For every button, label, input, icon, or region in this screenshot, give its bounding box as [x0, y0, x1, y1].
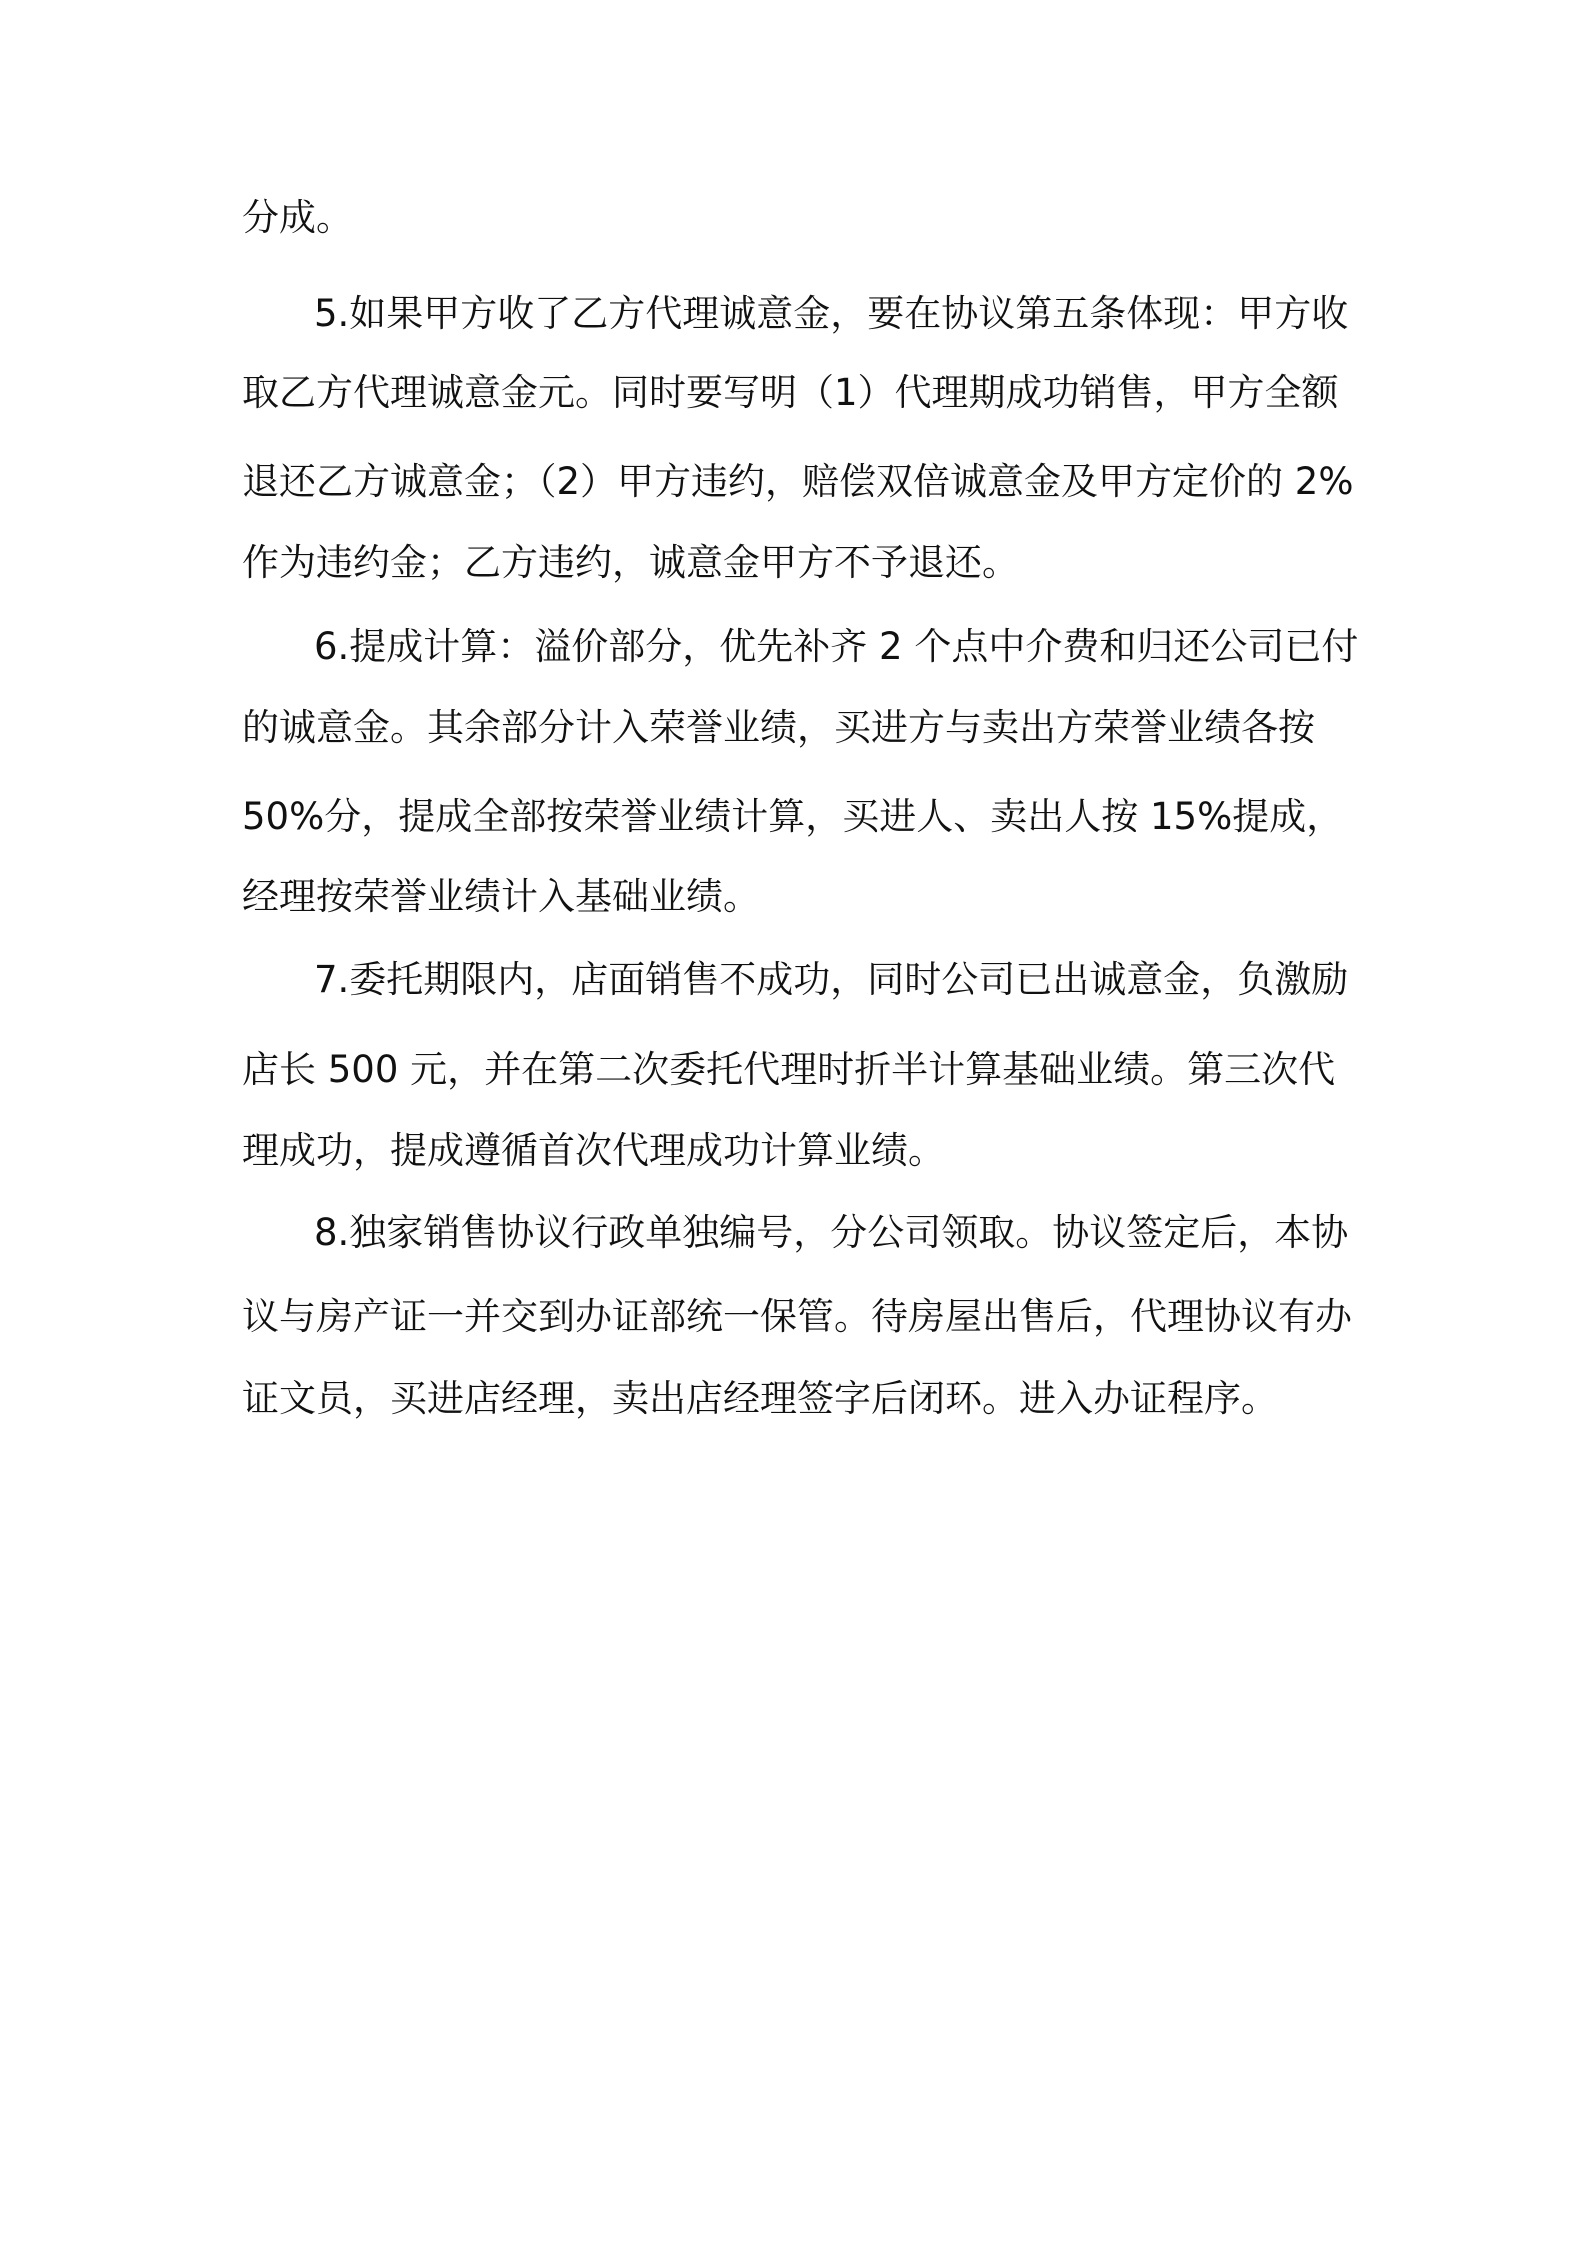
text-line: 7.委托期限内，店面销售不成功，同时公司已出诚意金，负激励	[314, 958, 1349, 1001]
text-line: 店长 500 元，并在第二次委托代理时折半计算基础业绩。第三次代	[242, 1048, 1336, 1091]
text-line: 50%分，提成全部按荣誉业绩计算，买进人、卖出人按 15%提成，	[242, 795, 1344, 838]
text-line: 议与房产证一并交到办证部统一保管。待房屋出售后，代理协议有办	[242, 1295, 1352, 1338]
text-line: 分成。	[242, 196, 353, 239]
text-line: 8.独家销售协议行政单独编号，分公司领取。协议签定后，本协	[314, 1211, 1349, 1254]
text-line: 作为违约金；乙方违约，诚意金甲方不予退还。	[242, 541, 1019, 584]
text-line: 经理按荣誉业绩计入基础业绩。	[242, 875, 760, 918]
text-line: 理成功，提成遵循首次代理成功计算业绩。	[242, 1129, 945, 1172]
text-line: 5.如果甲方收了乙方代理诚意金，要在协议第五条体现：甲方收	[314, 292, 1349, 335]
text-line: 退还乙方诚意金；（2）甲方违约，赔偿双倍诚意金及甲方定价的 2%	[242, 460, 1354, 503]
text-line: 证文员，买进店经理，卖出店经理签字后闭环。进入办证程序。	[242, 1377, 1278, 1420]
text-line: 取乙方代理诚意金元。同时要写明（1）代理期成功销售，甲方全额	[242, 371, 1339, 414]
text-line: 6.提成计算：溢价部分，优先补齐 2 个点中介费和归还公司已付	[314, 625, 1359, 668]
text-line: 的诚意金。其余部分计入荣誉业绩，买进方与卖出方荣誉业绩各按	[242, 706, 1315, 749]
